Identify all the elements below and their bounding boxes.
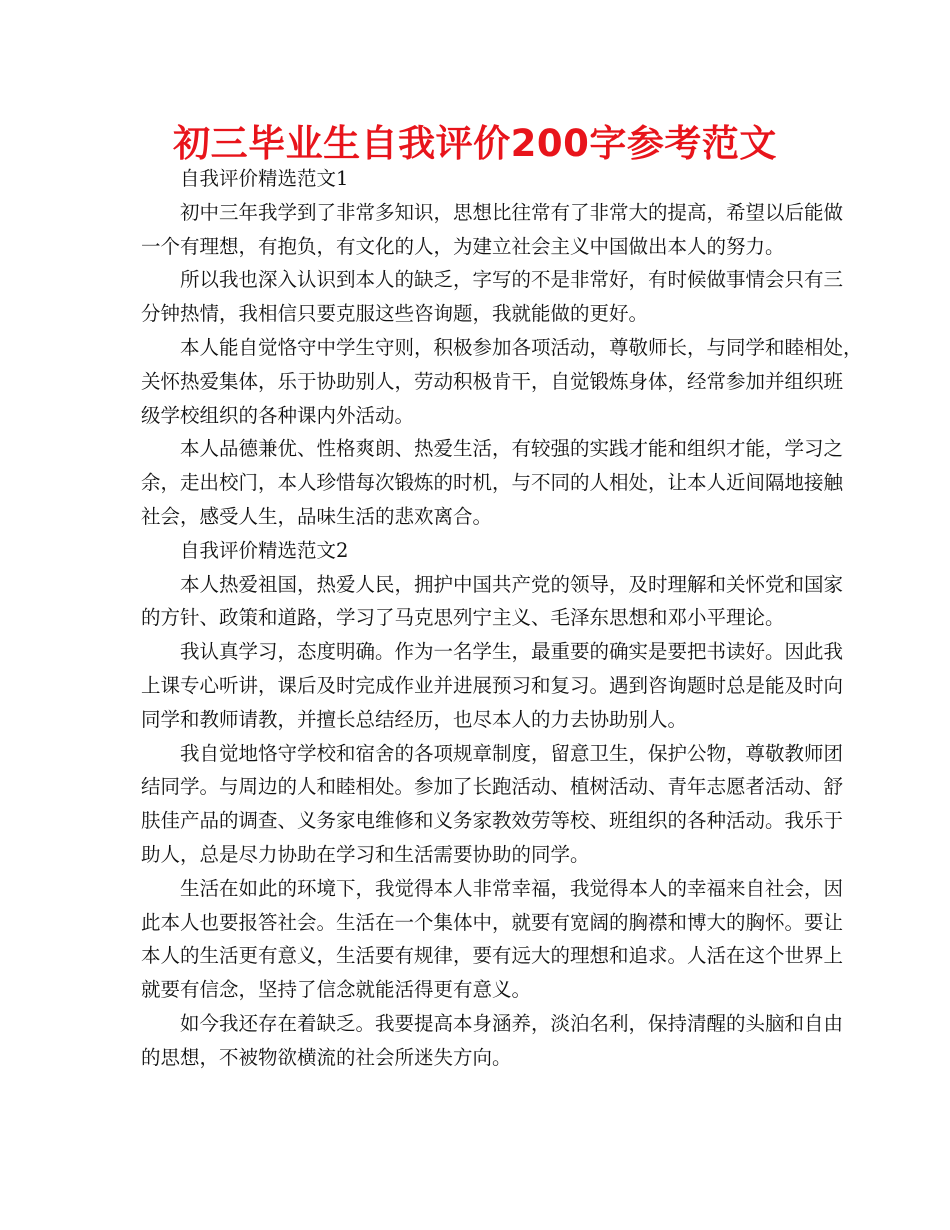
text-line: 自我评价精选范文2 xyxy=(180,538,349,562)
text-line: 关怀热爱集体，乐于协助别人，劳动积极肯干，自觉锻炼身体，经常参加并组织班 xyxy=(141,369,844,393)
text-line: 我自觉地恪守学校和宿舍的各项规章制度，留意卫生，保护公物，尊敬教师团 xyxy=(180,741,844,765)
text-line: 社会，感受人生，品味生活的悲欢离合。 xyxy=(141,504,493,528)
text-line: 一个有理想，有抱负，有文化的人，为建立社会主义中国做出本人的努力。 xyxy=(141,234,785,258)
text-line: 如今我还存在着缺乏。我要提高本身涵养，淡泊名利，保持清醒的头脑和自由 xyxy=(180,1011,844,1035)
document-title: 初三毕业生自我评价200字参考范文 xyxy=(173,122,777,165)
text-line: 本人热爱祖国，热爱人民，拥护中国共产党的领导，及时理解和关怀党和国家 xyxy=(180,572,844,596)
text-line: 助人，总是尽力协助在学习和生活需要协助的同学。 xyxy=(141,842,590,866)
text-line: 本人品德兼优、性格爽朗、热爱生活，有较强的实践才能和组织才能，学习之 xyxy=(180,437,844,461)
text-line: 同学和教师请教，并擅长总结经历，也尽本人的力去协助别人。 xyxy=(141,707,688,731)
text-line: 初中三年我学到了非常多知识，思想比往常有了非常大的提高，希望以后能做 xyxy=(180,200,844,224)
text-line: 本人的生活更有意义，生活要有规律，要有远大的理想和追求。人活在这个世界上 xyxy=(141,944,844,968)
text-line: 级学校组织的各种课内外活动。 xyxy=(141,403,415,427)
text-line: 自我评价精选范文1 xyxy=(180,167,349,190)
document-body xyxy=(141,162,863,1075)
text-line: 的思想，不被物欲横流的社会所迷失方向。 xyxy=(141,1045,512,1069)
text-line: 分钟热情，我相信只要克服这些咨询题，我就能做的更好。 xyxy=(141,302,649,326)
text-line: 的方针、政策和道路，学习了马克思列宁主义、毛泽东思想和邓小平理论。 xyxy=(141,606,785,630)
text-line: 结同学。与周边的人和睦相处。参加了长跑活动、植树活动、青年志愿者活动、舒 xyxy=(141,775,844,799)
text-line: 本人能自觉恪守中学生守则，积极参加各项活动，尊敬师长，与同学和睦相处， xyxy=(180,335,863,359)
text-line: 生活在如此的环境下，我觉得本人非常幸福，我觉得本人的幸福来自社会，因 xyxy=(180,876,844,900)
text-line: 此本人也要报答社会。生活在一个集体中，就要有宽阔的胸襟和博大的胸怀。要让 xyxy=(141,910,844,934)
text-line: 上课专心听讲，课后及时完成作业并进展预习和复习。遇到咨询题时总是能及时向 xyxy=(141,673,844,697)
text-line: 肤佳产品的调查、义务家电维修和义务家教效劳等校、班组织的各种活动。我乐于 xyxy=(141,809,844,833)
text-line: 所以我也深入认识到本人的缺乏，字写的不是非常好，有时候做事情会只有三 xyxy=(180,268,844,292)
text-line: 余，走出校门，本人珍惜每次锻炼的时机，与不同的人相处，让本人近间隔地接触 xyxy=(141,471,844,495)
text-line: 我认真学习，态度明确。作为一名学生，最重要的确实是要把书读好。因此我 xyxy=(180,640,844,664)
text-line: 就要有信念，坚持了信念就能活得更有意义。 xyxy=(141,978,532,1002)
